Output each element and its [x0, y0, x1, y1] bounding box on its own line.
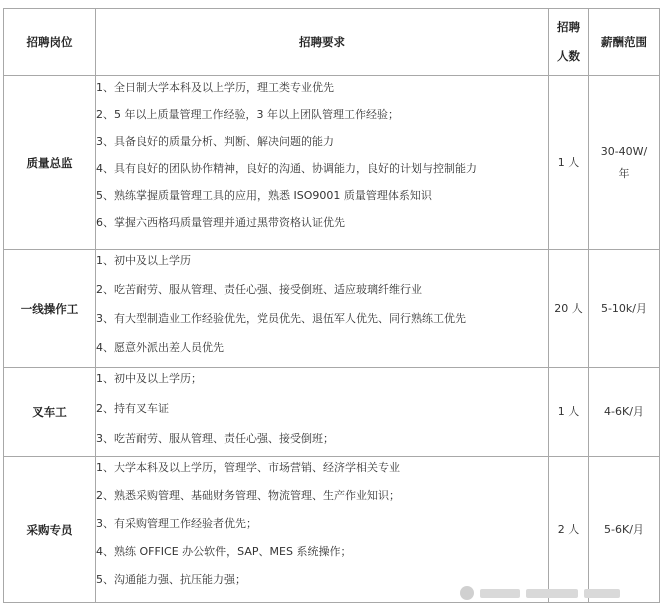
position-name: 质量总监 [4, 76, 96, 250]
requirements-cell [96, 250, 549, 368]
header-headcount-line: 招聘 [557, 20, 580, 34]
requirement-item: 1、全日制大学本科及以上学历，理工类专业优先 [96, 81, 334, 94]
watermark-logo-icon [460, 586, 474, 600]
requirement-item: 1、初中及以上学历； [96, 372, 202, 385]
table-header-row [4, 9, 660, 76]
requirements-cell [96, 368, 549, 457]
table-row [4, 457, 660, 603]
salary-value: 4-6K/月 [589, 368, 660, 457]
table-row [4, 250, 660, 368]
requirement-item: 2、吃苦耐劳、服从管理、责任心强、接受倒班、适应玻璃纤维行业 [96, 283, 422, 296]
salary-value: 5-6K/月 [589, 457, 660, 603]
requirement-item: 2、持有叉车证 [96, 402, 169, 415]
table-row [4, 76, 660, 250]
blurred-watermark [460, 585, 630, 601]
requirement-item: 6、掌握六西格玛质量管理并通过黑带资格认证优先 [96, 216, 345, 229]
requirements-cell [96, 76, 549, 250]
position-name: 一线操作工 [4, 250, 96, 368]
salary-line: 年 [618, 166, 630, 180]
requirement-item: 4、具有良好的团队协作精神，良好的沟通、协调能力，良好的计划与控制能力 [96, 162, 477, 175]
watermark-blur [584, 589, 620, 598]
requirement-item: 4、熟练 OFFICE 办公软件，SAP、MES 系统操作； [96, 545, 352, 558]
requirement-item: 2、5 年以上质量管理工作经验，3 年以上团队管理工作经验； [96, 108, 399, 121]
requirement-item: 3、有大型制造业工作经验优先，党员优先、退伍军人优先、同行熟练工优先 [96, 312, 466, 325]
salary-line: 30-40W/ [600, 144, 648, 158]
requirement-item: 3、吃苦耐劳、服从管理、责任心强、接受倒班； [96, 432, 334, 445]
requirement-item: 1、初中及以上学历 [96, 254, 191, 267]
requirement-item: 5、熟练掌握质量管理工具的应用，熟悉 ISO9001 质量管理体系知识 [96, 189, 432, 202]
position-name: 叉车工 [4, 368, 96, 457]
salary-value [589, 76, 660, 250]
header-requirements: 招聘要求 [96, 9, 549, 76]
watermark-blur [526, 589, 578, 598]
table-row [4, 368, 660, 457]
headcount-value: 1 人 [549, 76, 589, 250]
requirements-cell [96, 457, 549, 603]
requirement-item: 3、有采购管理工作经验者优先； [96, 517, 257, 530]
header-position: 招聘岗位 [4, 9, 96, 76]
requirement-item: 1、大学本科及以上学历，管理学、市场营销、经济学相关专业 [96, 461, 400, 474]
recruitment-table [3, 8, 660, 603]
requirement-item: 5、沟通能力强、抗压能力强； [96, 573, 246, 586]
header-headcount-line: 人数 [557, 49, 580, 63]
salary-value: 5-10k/月 [589, 250, 660, 368]
headcount-value: 20 人 [549, 250, 589, 368]
position-name: 采购专员 [4, 457, 96, 603]
header-salary: 薪酬范围 [589, 9, 660, 76]
requirement-item: 4、愿意外派出差人员优先 [96, 341, 224, 354]
header-headcount [549, 9, 589, 76]
requirement-item: 2、熟悉采购管理、基础财务管理、物流管理、生产作业知识； [96, 489, 400, 502]
watermark-blur [480, 589, 520, 598]
headcount-value: 2 人 [549, 457, 589, 603]
headcount-value: 1 人 [549, 368, 589, 457]
requirement-item: 3、具备良好的质量分析、判断、解决问题的能力 [96, 135, 334, 148]
